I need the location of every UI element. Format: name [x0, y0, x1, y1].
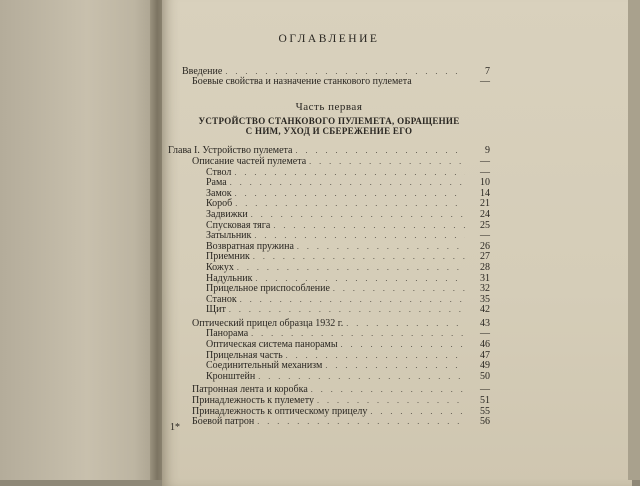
toc-entry-combat-properties — [168, 77, 490, 88]
entry-label: Надульник — [206, 272, 253, 284]
toc-entry — [168, 305, 490, 316]
toc-entry — [168, 263, 490, 274]
entry-label: Возвратная пружина — [206, 240, 294, 252]
leader-dots — [237, 263, 465, 274]
entry-label: Ствол — [206, 166, 232, 178]
entry-page: 46 — [480, 339, 490, 351]
entry-label: Принадлежность к оптическому прицелу — [192, 405, 368, 417]
entry-page: 27 — [480, 251, 490, 263]
entry-label: Описание частей пулемета — [192, 155, 307, 167]
entry-label: Боевые свойства и назначение станкового пулемета — [192, 76, 412, 88]
entry-label: Патронная лента и коробка — [192, 384, 308, 396]
background-edge — [628, 0, 640, 480]
leader-dots — [240, 295, 465, 306]
entry-label: Станок — [206, 293, 237, 305]
entry-label: Панорама — [206, 328, 249, 340]
leader-dots — [257, 417, 465, 428]
entry-page: 9 — [485, 145, 490, 157]
leader-dots — [346, 319, 465, 330]
toc-entry — [168, 210, 490, 221]
entry-page: 14 — [480, 187, 490, 199]
part-title: Часть первая — [295, 100, 363, 113]
leader-dots — [235, 189, 465, 200]
leader-dots — [273, 221, 465, 232]
entry-page: — — [480, 328, 490, 340]
leader-dots — [325, 361, 465, 372]
entry-label: Рама — [206, 177, 227, 189]
entry-label: Задвижки — [206, 208, 248, 220]
entry-page: 24 — [480, 208, 490, 220]
entry-page: 32 — [480, 283, 490, 295]
entry-page: — — [480, 155, 490, 167]
entry-page: 43 — [480, 317, 490, 329]
entry-label: Соединительный механизм — [206, 360, 323, 372]
entry-page: 49 — [480, 360, 490, 372]
leader-dots — [311, 385, 465, 396]
leader-dots — [229, 305, 465, 316]
leader-dots — [309, 157, 465, 168]
part-subtitle-line1: УСТРОЙСТВО СТАНКОВОГО ПУЛЕМЕТА, ОБРАЩЕНИЕ — [198, 116, 460, 127]
leader-dots — [341, 340, 465, 351]
entry-label: Щит — [206, 304, 226, 316]
entry-label: Введение — [182, 65, 223, 77]
entry-page: 25 — [480, 219, 490, 231]
entry-page: — — [480, 384, 490, 396]
toc-title: ОГЛАВЛЕНИЕ — [278, 33, 380, 45]
leader-dots — [258, 372, 465, 383]
leader-dots — [230, 178, 465, 189]
table-of-contents — [168, 34, 490, 428]
entry-page: — — [480, 166, 490, 178]
toc-entry — [168, 157, 490, 168]
toc-entry — [168, 372, 490, 383]
leader-dots — [253, 252, 465, 263]
entry-label: Оптическая система панорамы — [206, 339, 338, 351]
entry-label: Кронштейн — [206, 370, 256, 382]
entry-label: Замок — [206, 187, 232, 199]
part-subtitle — [168, 116, 490, 136]
entry-page: — — [480, 230, 490, 242]
entry-label: Кожух — [206, 261, 234, 273]
entry-page: 35 — [480, 293, 490, 305]
leader-dots — [370, 407, 465, 418]
entry-label: Приемник — [206, 251, 250, 263]
toc-entries — [168, 146, 490, 427]
entry-label: Прицельное приспособление — [206, 283, 330, 295]
entry-page: 7 — [485, 65, 490, 77]
left-page — [0, 0, 158, 480]
entry-label: Прицельная часть — [206, 349, 283, 361]
leader-dots — [251, 210, 465, 221]
entry-page: 21 — [480, 198, 490, 210]
entry-page: 50 — [480, 370, 490, 382]
leader-dots — [234, 168, 465, 179]
leader-dots — [333, 284, 465, 295]
part-subtitle-line2: С НИМ, УХОД И СБЕРЕЖЕНИЕ ЕГО — [245, 126, 413, 137]
entry-label: Затыльник — [206, 230, 252, 242]
entry-label: Спусковая тяга — [206, 219, 271, 231]
entry-page: 55 — [480, 405, 490, 417]
entry-page: 10 — [480, 177, 490, 189]
entry-label: Глава I. Устройство пулемета — [168, 145, 293, 157]
entry-page: 42 — [480, 304, 490, 316]
entry-label: Короб — [206, 198, 233, 210]
entry-page: — — [480, 76, 490, 88]
entry-page: 31 — [480, 272, 490, 284]
toc-entry — [168, 417, 490, 428]
signature-mark: 1* — [170, 422, 180, 433]
entry-page: 47 — [480, 349, 490, 361]
leader-dots — [295, 146, 465, 157]
entry-label: Боевой патрон — [192, 416, 255, 428]
leader-dots — [297, 242, 465, 253]
leader-dots — [235, 199, 465, 210]
entry-page: 28 — [480, 261, 490, 273]
entry-page: 56 — [480, 416, 490, 428]
entry-page: 26 — [480, 240, 490, 252]
entry-label: Принадлежность к пулемету — [192, 395, 314, 407]
entry-page: 51 — [480, 395, 490, 407]
entry-label: Оптический прицел образца 1932 г. — [192, 317, 344, 329]
